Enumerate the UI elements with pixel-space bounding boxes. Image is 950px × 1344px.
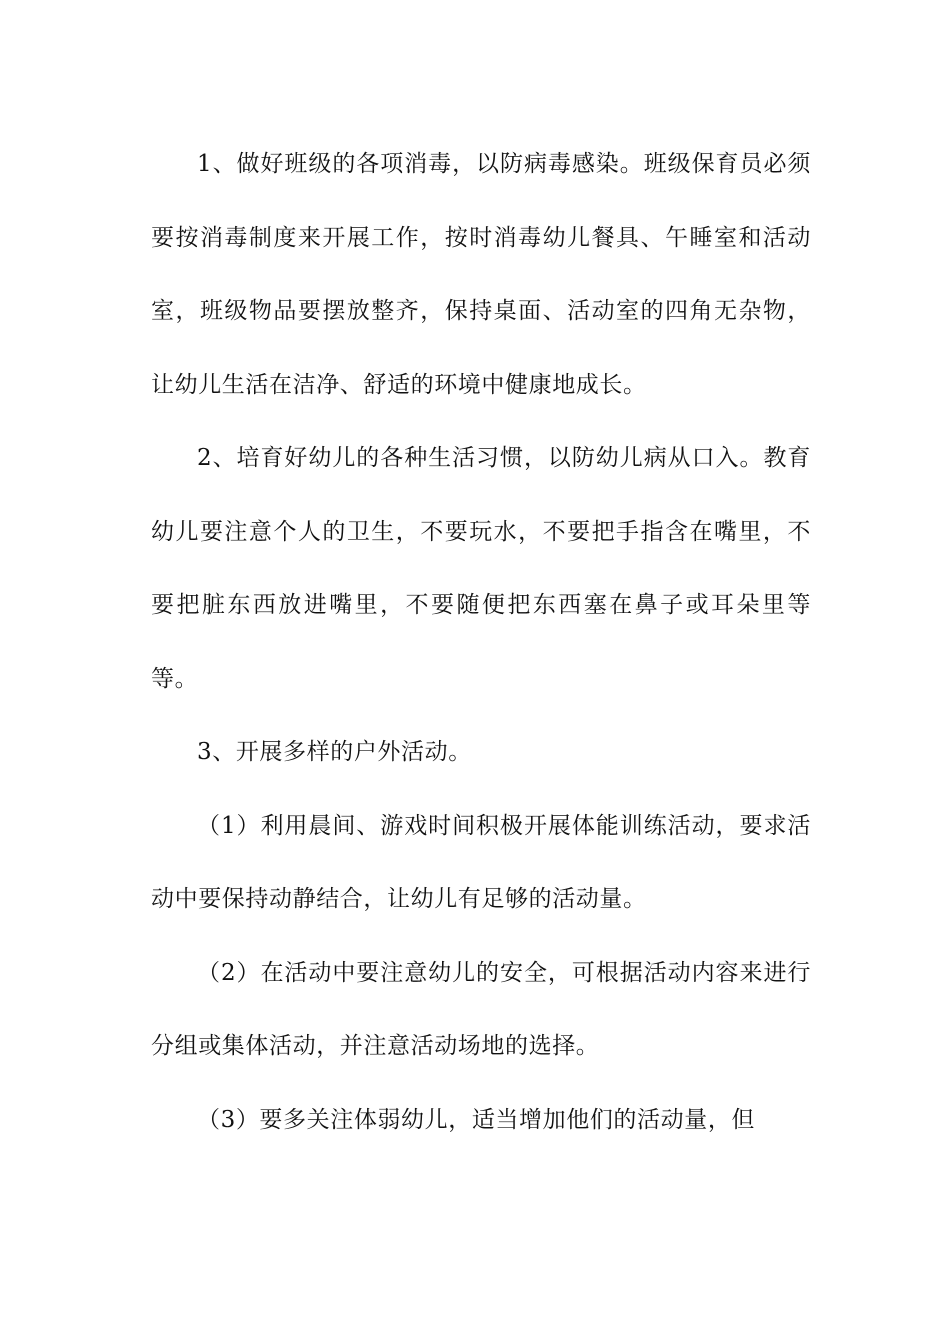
document-body: [151, 128, 811, 1157]
paragraph-item-1: （1）利用晨间、游戏时间积极开展体能训练活动，要求活动中要保持动静结合，让幼儿有足够的活动量。: [151, 812, 811, 912]
paragraph-item-3: （3）要多关注体弱幼儿，适当增加他们的活动量，但: [197, 1106, 756, 1133]
paragraph-item-2: （2）在活动中要注意幼儿的安全，可根据活动内容来进行分组或集体活动，并注意活动场地的选择。: [151, 959, 811, 1059]
paragraph-disinfection: 1、做好班级的各项消毒，以防病毒感染。班级保育员必须要按消毒制度来开展工作，按时消毒幼儿餐具、午睡室和活动室，班级物品要摆放整齐，保持桌面、活动室的四角无杂物，让幼儿生活在洁净、舒适的环境中健康地成长。: [151, 151, 811, 398]
paragraph-outdoor-activities: 3、开展多样的户外活动。: [197, 739, 472, 765]
paragraph-living-habits: 2、培育好幼儿的各种生活习惯，以防幼儿病从口入。教育幼儿要注意个人的卫生，不要玩水，不要把手指含在嘴里，不要把脏东西放进嘴里，不要随便把东西塞在鼻子或耳朵里等等。: [151, 445, 811, 692]
